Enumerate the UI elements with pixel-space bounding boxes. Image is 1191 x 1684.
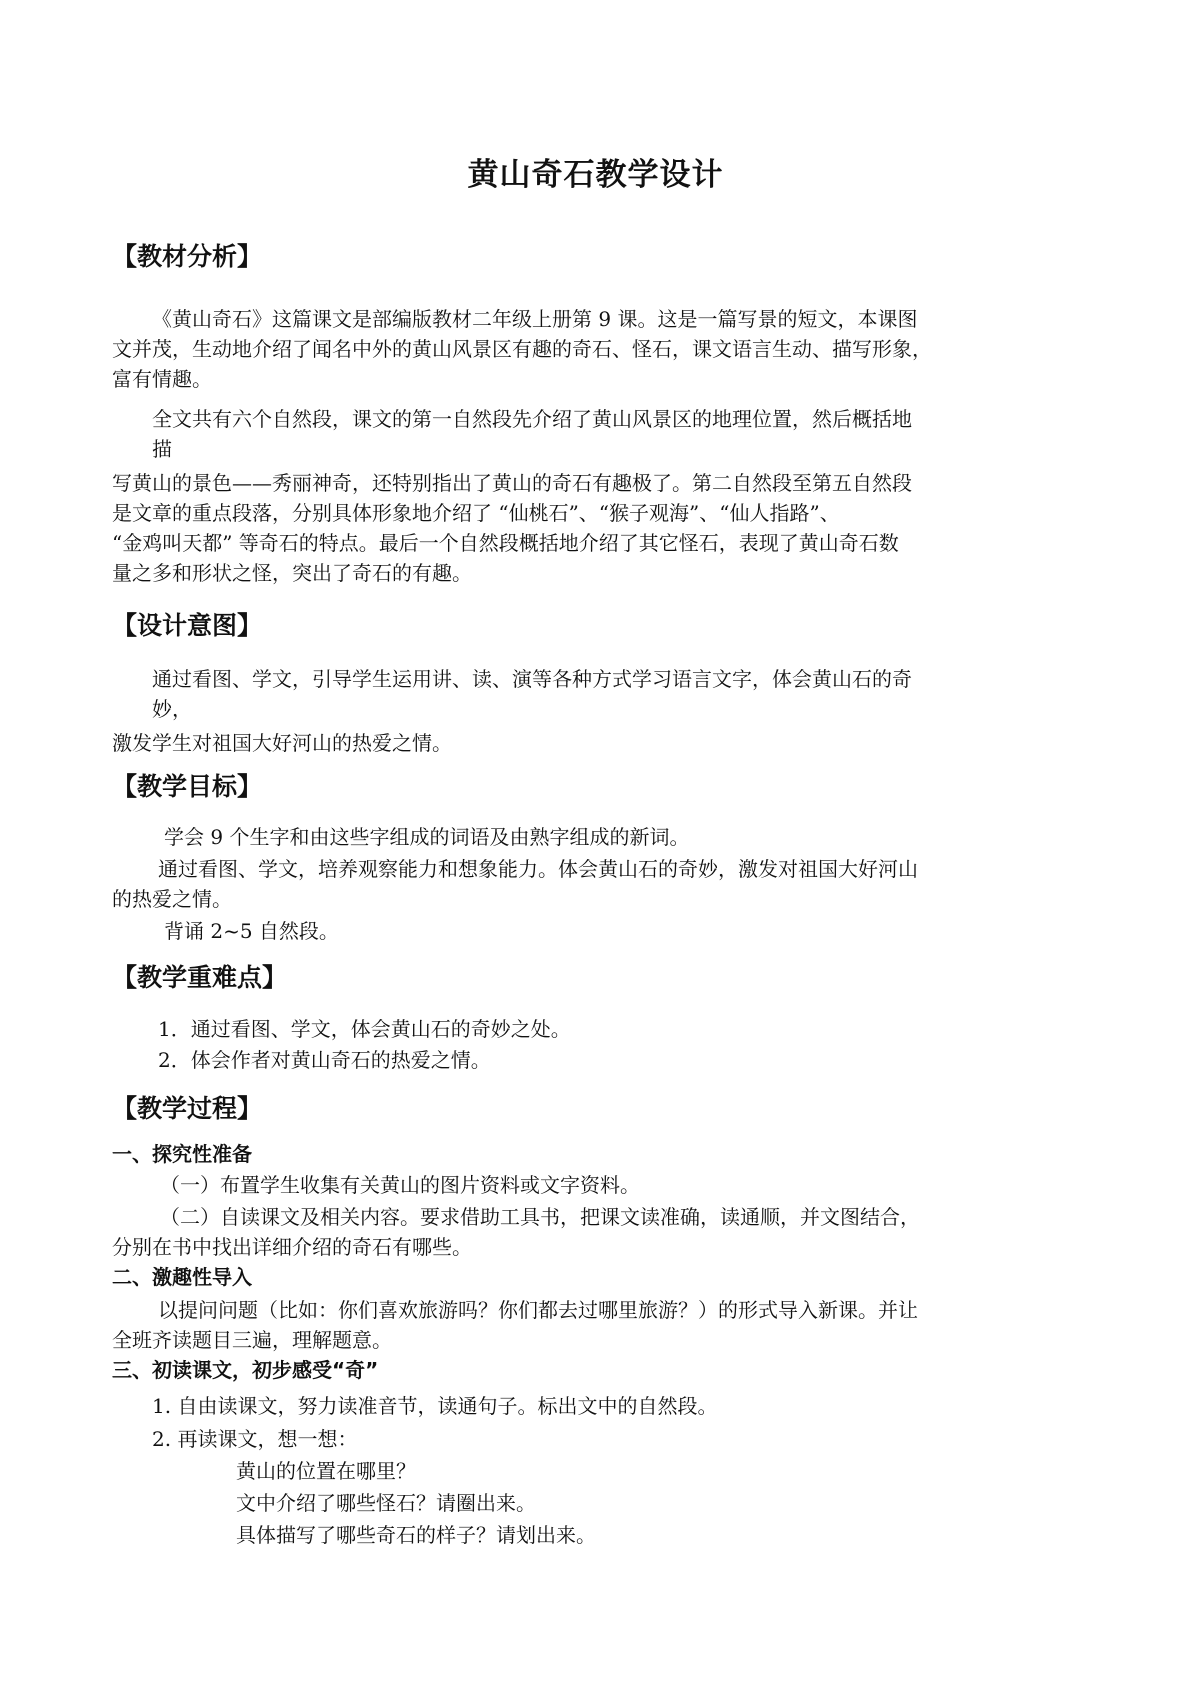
paragraph-line: 背诵 2~5 自然段。 <box>164 919 339 943</box>
section-heading-process: 【教学过程】 <box>112 1094 263 1123</box>
paragraph-line: 文并茂，生动地介绍了闻名中外的黄山风景区有趣的奇石、怪石，课文语言生动、描写形象， <box>112 337 932 361</box>
paragraph-line: 富有情趣。 <box>112 367 212 391</box>
list-item: 1. 自由读课文，努力读准音节，读通句子。标出文中的自然段。 <box>152 1394 718 1418</box>
paragraph-line: 通过看图、学文，引导学生运用讲、读、演等各种方式学习语言文字，体会黄山石的奇 <box>152 667 912 691</box>
paragraph-line: 通过看图、学文，培养观察能力和想象能力。体会黄山石的奇妙，激发对祖国大好河山 <box>158 857 918 881</box>
subsection-heading-first-reading: 三、初读课文，初步感受“奇” <box>112 1358 379 1382</box>
document-title: 黄山奇石教学设计 <box>467 157 724 193</box>
list-item: 2．体会作者对黄山奇石的热爱之情。 <box>158 1048 491 1072</box>
paragraph-line: 《黄山奇石》这篇课文是部编版教材二年级上册第 9 课。这是一篇写景的短文，本课图 <box>152 307 918 331</box>
paragraph-line: 的热爱之情。 <box>112 887 232 911</box>
section-heading-material-analysis: 【教材分析】 <box>112 242 263 271</box>
paragraph-line: 妙， <box>152 697 192 721</box>
list-item: 1．通过看图、学文，体会黄山石的奇妙之处。 <box>158 1017 571 1041</box>
section-heading-key-points: 【教学重难点】 <box>112 963 288 992</box>
subsection-heading-preparation: 一、探究性准备 <box>112 1142 252 1166</box>
paragraph-line: 分别在书中找出详细介绍的奇石有哪些。 <box>112 1235 472 1259</box>
question-item: 文中介绍了哪些怪石？请圈出来。 <box>236 1491 536 1515</box>
list-item: 2. 再读课文，想一想： <box>152 1427 358 1451</box>
paragraph-line: （一）布置学生收集有关黄山的图片资料或文字资料。 <box>160 1173 640 1197</box>
paragraph-line: （二）自读课文及相关内容。要求借助工具书，把课文读准确，读通顺，并文图结合， <box>160 1205 920 1229</box>
section-heading-teaching-goals: 【教学目标】 <box>112 772 263 801</box>
question-item: 黄山的位置在哪里？ <box>236 1459 416 1483</box>
paragraph-line: “金鸡叫天都” 等奇石的特点。最后一个自然段概括地介绍了其它怪石，表现了黄山奇石数 <box>112 531 899 555</box>
question-item: 具体描写了哪些奇石的样子？请划出来。 <box>236 1523 596 1547</box>
paragraph-line: 以提问问题（比如：你们喜欢旅游吗？你们都去过哪里旅游？）的形式导入新课。并让 <box>158 1298 918 1322</box>
paragraph-line: 激发学生对祖国大好河山的热爱之情。 <box>112 731 452 755</box>
paragraph-line: 描 <box>152 437 172 461</box>
subsection-heading-introduction: 二、激趣性导入 <box>112 1265 252 1289</box>
section-heading-design-intent: 【设计意图】 <box>112 611 263 640</box>
paragraph-line: 是文章的重点段落，分别具体形象地介绍了 “仙桃石”、“猴子观海”、“仙人指路”、 <box>112 501 840 525</box>
paragraph-line: 量之多和形状之怪，突出了奇石的有趣。 <box>112 561 472 585</box>
paragraph-line: 学会 9 个生字和由这些字组成的词语及由熟字组成的新词。 <box>164 825 690 849</box>
paragraph-line: 全班齐读题目三遍，理解题意。 <box>112 1328 392 1352</box>
paragraph-line: 全文共有六个自然段，课文的第一自然段先介绍了黄山风景区的地理位置，然后概括地 <box>152 407 912 431</box>
paragraph-line: 写黄山的景色——秀丽神奇，还特别指出了黄山的奇石有趣极了。第二自然段至第五自然段 <box>112 471 912 495</box>
